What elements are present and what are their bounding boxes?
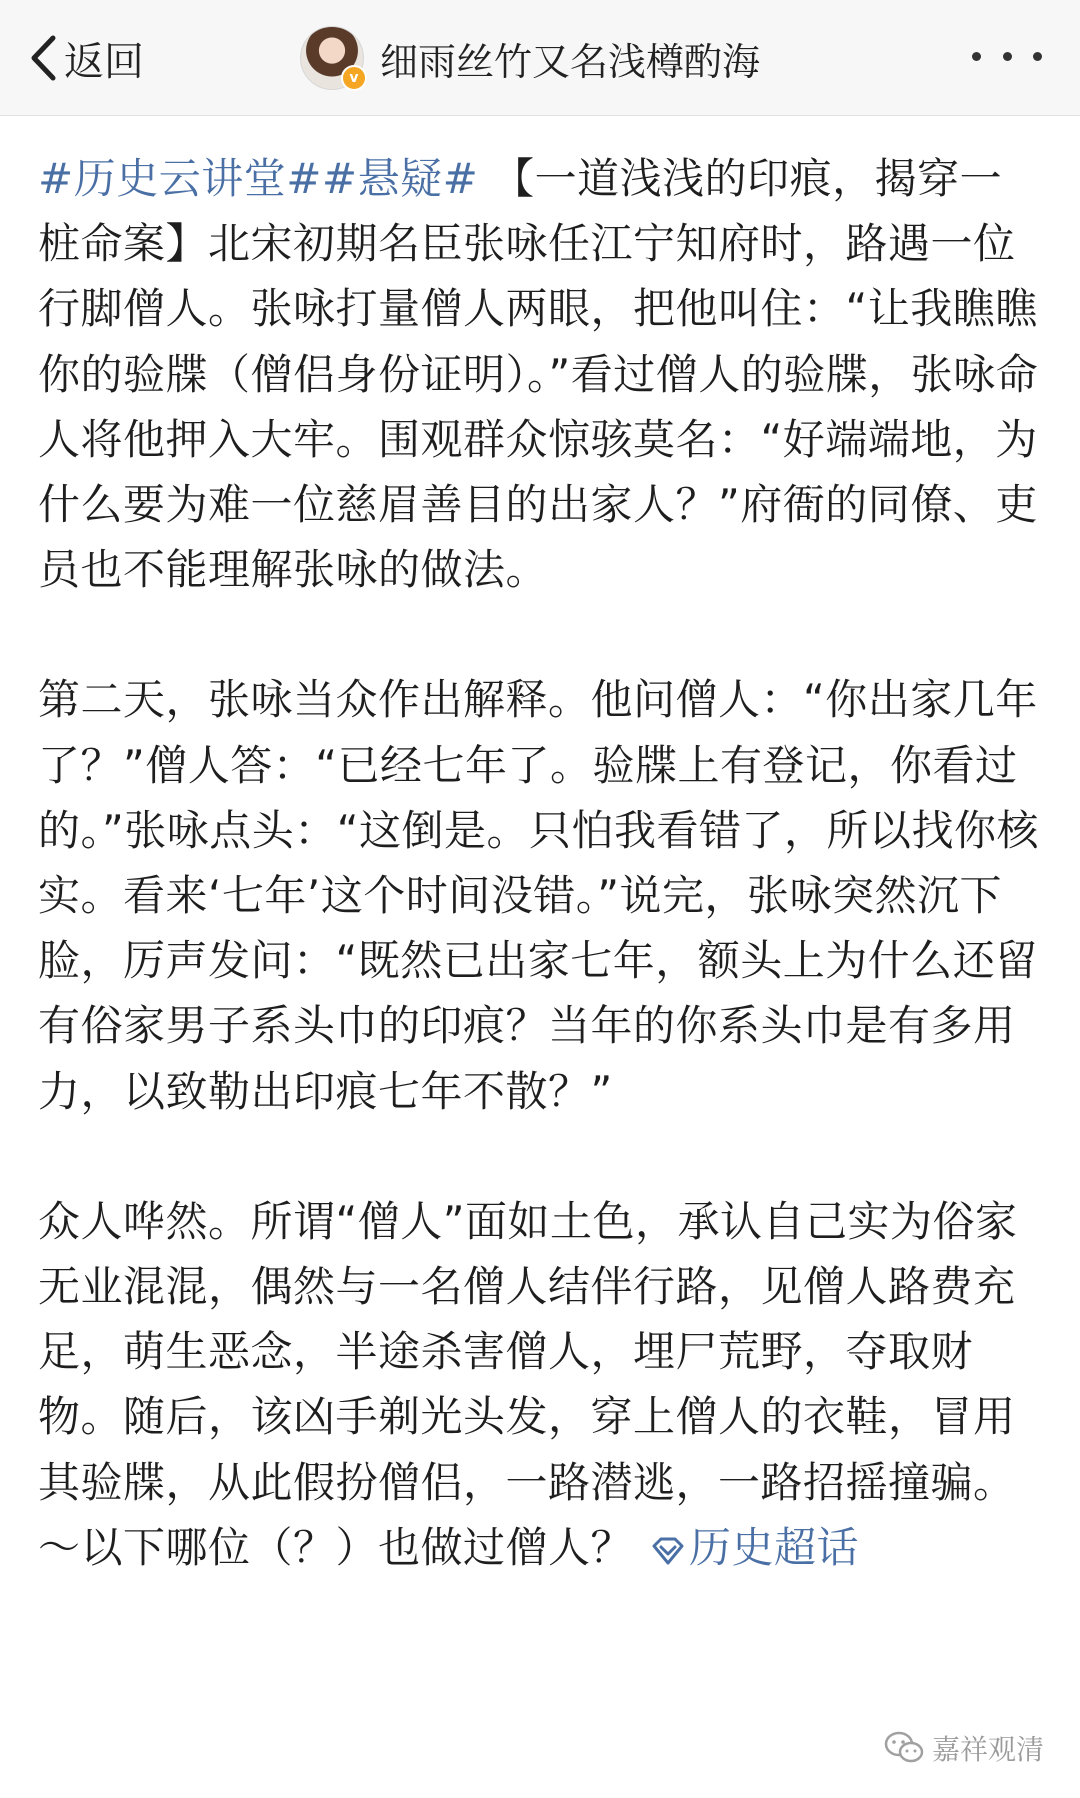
topic-link-history[interactable]: #历史云讲堂# bbox=[38, 154, 322, 203]
more-dot-icon bbox=[1003, 52, 1012, 61]
user-nickname[interactable]: 细雨丝竹又名浅樽酌海 bbox=[380, 39, 761, 84]
super-topic-link[interactable] bbox=[633, 1523, 859, 1572]
chevron-left-icon bbox=[28, 34, 58, 82]
topic-link-mystery[interactable]: #悬疑# bbox=[321, 154, 479, 203]
post-paragraph-1 bbox=[38, 146, 1042, 602]
watermark-label: 嘉祥观清 bbox=[931, 1733, 1044, 1766]
verified-badge-icon: v bbox=[341, 65, 367, 91]
post-paragraph-3 bbox=[38, 1189, 1042, 1580]
post-content bbox=[38, 146, 1042, 1580]
more-options-button[interactable] bbox=[972, 36, 1042, 76]
back-label: 返回 bbox=[64, 38, 144, 85]
back-button[interactable] bbox=[28, 28, 144, 88]
watermark bbox=[884, 1728, 1044, 1768]
paragraph-1-text: 【一道浅浅的印痕，揭穿一桩命案】北宋初期名臣张咏任江宁知府时，路遇一位行脚僧人。张咏打量僧人两眼，把他叫住：“让我瞧瞧你的验牒（僧侣身份证明）。”看过僧人的验牒，张咏命人将他押入大牢。围观群众惊骇莫名：“好端端地，为什么要为难一位慈眉善目的出家人？”府衙的同僚、吏员也不能理解张咏的做法。 bbox=[38, 154, 1039, 595]
more-dot-icon bbox=[1033, 52, 1042, 61]
super-topic-label: 历史超话 bbox=[689, 1522, 860, 1572]
wechat-icon bbox=[884, 1731, 924, 1765]
user-title[interactable] bbox=[300, 22, 760, 94]
paragraph-3-text: 众人哗然。所谓“僧人”面如土色，承认自己实为俗家无业混混，偶然与一名僧人结伴行路，见僧人路费充足，萌生恶念，半途杀害僧人，埋尸荒野，夺取财物。随后，该凶手剃光头发，穿上僧人的衣鞋，冒用其验牒，从此假扮僧侣，一路潜逃，一路招摇撞骗。～以下哪位（？）也做过僧人？ bbox=[38, 1196, 1018, 1572]
post-paragraph-2: 第二天，张咏当众作出解释。他问僧人：“你出家几年了？”僧人答：“已经七年了。验牒上有登记，你看过的。”张咏点头：“这倒是。只怕我看错了，所以找你核实。看来‘七年’这个时间没错。”说完，张咏突然沉下脸，厉声发问：“既然已出家七年，额头上为什么还留有俗家男子系头巾的印痕？当年的你系头巾是有多用力，以致勒出印痕七年不散？” bbox=[38, 675, 1040, 1116]
avatar[interactable] bbox=[300, 26, 364, 90]
super-topic-diamond-icon bbox=[651, 1536, 685, 1566]
more-dot-icon bbox=[972, 52, 981, 61]
top-navigation-bar bbox=[0, 0, 1080, 116]
